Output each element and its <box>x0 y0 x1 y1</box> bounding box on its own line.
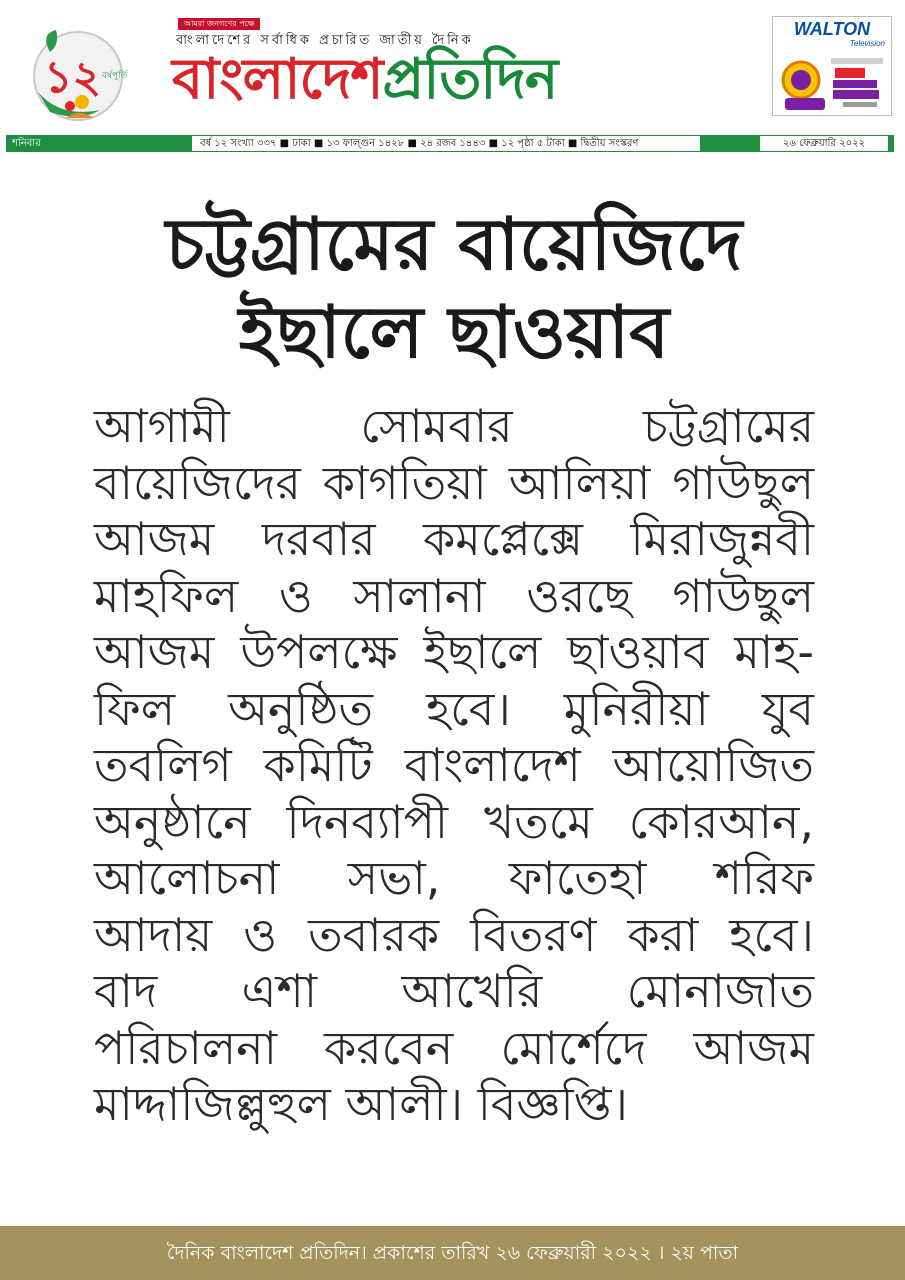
newspaper-name-part1: বাংলাদেশ <box>172 46 383 112</box>
body-line: আজম উপলক্ষে ইছালে ছাওয়াব মাহ- <box>94 625 814 679</box>
masthead-tagline: আমরা জনগণের পক্ষে <box>178 18 260 30</box>
news-clipping <box>94 200 814 1133</box>
anniversary-label: বর্ষপূর্তি <box>102 71 128 81</box>
body-line: আজম দরবার কমপ্লেক্সে মিরাজুন্নবী <box>94 512 814 566</box>
ad-sub: Television <box>849 39 885 48</box>
walton-advertisement <box>772 16 892 116</box>
anniversary-logo-icon <box>20 22 140 127</box>
newspaper-name <box>172 44 557 114</box>
article-body <box>94 398 814 1133</box>
body-line: মাদ্দাজিল্লুহুল আলী। বিজ্ঞপ্তি। <box>94 1077 628 1131</box>
dateline-issue-info: বর্ষ ১২ সংখ্যা ৩৩৭ ■ ঢাকা ■ ১৩ ফাল্গুন ১৪২৮ ■ ২৪ রজব ১৪৪৩ ■ ১২ পৃষ্ঠা ৫ টাকা ■ দ্বিতীয় সংস্করণ <box>192 136 700 151</box>
body-line: ফিল অনুষ্ঠিত হবে। মুনিরীয়া যুব <box>94 681 814 736</box>
ad-brand: WALTON <box>793 19 871 39</box>
dateline-date: ২৬ ফেব্রুয়ারি ২০২২ <box>760 136 888 151</box>
body-line: বাদ এশা আখেরি মোনাজাত <box>94 964 814 1018</box>
body-line: অনুষ্ঠানে দিনব্যাপী খতমে কোরআন, <box>94 794 814 849</box>
body-line: মাহফিল ও সালানা ওরছে গাউছুল <box>94 568 814 623</box>
body-line: আদায় ও তবারক বিতরণ করা হবে। <box>94 907 814 962</box>
body-line: বায়েজিদের কাগতিয়া আলিয়া গাউছুল <box>94 455 814 510</box>
ad-graphic-icon <box>777 52 887 114</box>
newspaper-name-part2: প্রতিদিন <box>382 46 558 112</box>
dateline-bar <box>0 133 905 155</box>
body-line: তবলিগ কমিটি বাংলাদেশ আয়োজিত <box>94 738 814 792</box>
body-line: আলোচনা সভা, ফাতেহা শরিফ <box>94 851 814 905</box>
svg-text:১২: ১২ <box>44 52 102 103</box>
article-headline <box>94 200 814 376</box>
headline-line-1: চট্টগ্রামের বায়েজিদে <box>165 202 743 286</box>
page-footer: দৈনিক বাংলাদেশ প্রতিদিন। প্রকাশের তারিখ ২৬ ফেব্রুয়ারী ২০২২ । ২য় পাতা <box>0 1226 905 1280</box>
body-line: পরিচালনা করবেন মোর্শেদে আজম <box>94 1020 814 1075</box>
dateline-day: শনিবার <box>12 138 41 149</box>
body-line: আগামী সোমবার চট্টগ্রামের <box>94 399 814 453</box>
headline-line-2: ইছালে ছাওয়াব <box>238 290 670 374</box>
masthead-subtitle: বাংলাদেশের সর্বাধিক প্রচারিত জাতীয় দৈনিক <box>176 33 474 48</box>
